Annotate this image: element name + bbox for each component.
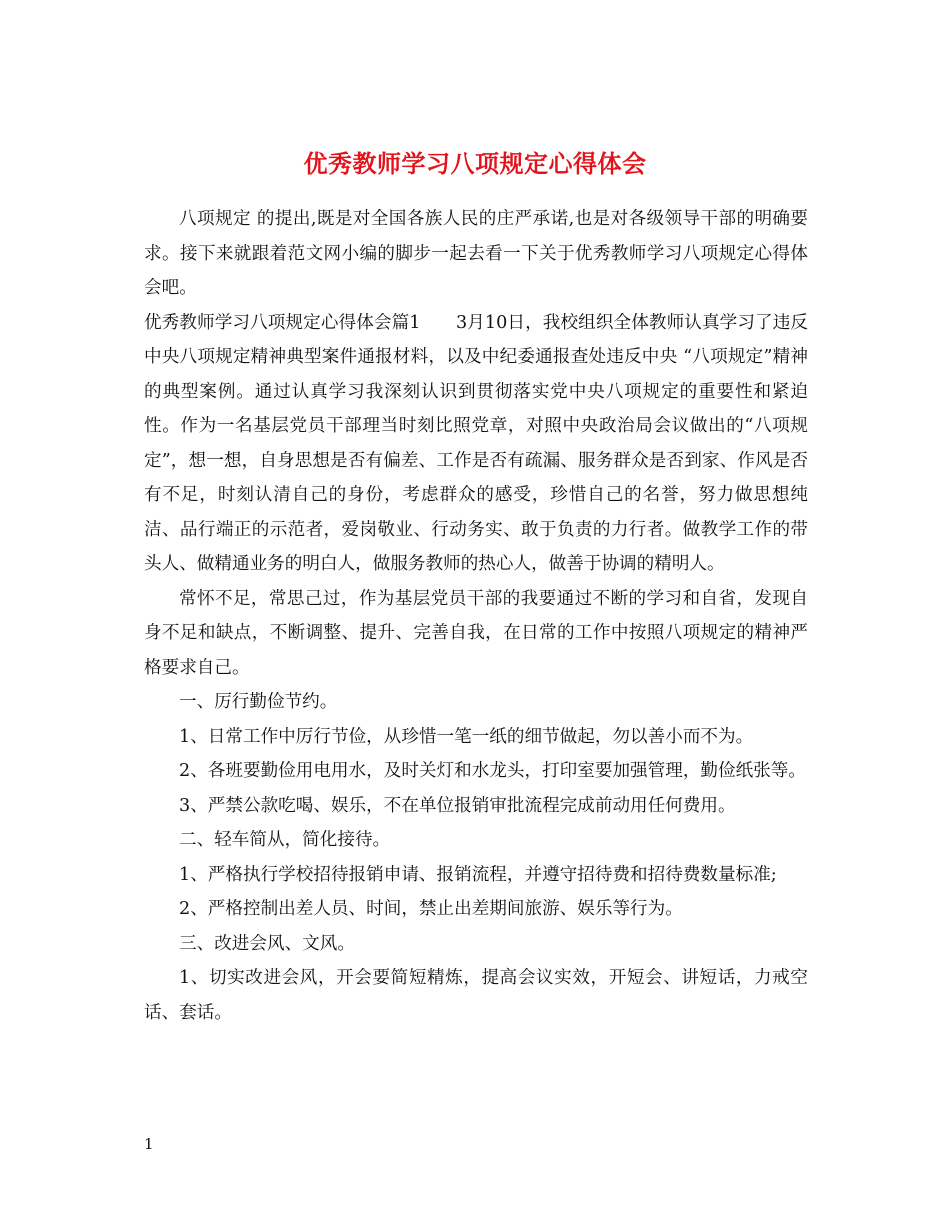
list-item: 3、严禁公款吃喝、娱乐，不在单位报销审批流程完成前动用任何费用。 bbox=[179, 795, 736, 816]
list-item: 1、日常工作中厉行节俭，从珍惜一笔一纸的细节做起，勿以善小而不为。 bbox=[179, 726, 754, 747]
list-item: 1、严格执行学校招待报销申请、报销流程，并遵守招待费和招待费数量标准; bbox=[179, 864, 777, 885]
document-body bbox=[144, 202, 808, 1030]
list-item: 1、切实改进会风，开会要简短精炼，提高会议实效，开短会、讲短话，力戒空话、套话。 bbox=[144, 968, 808, 1023]
paragraph-intro: 八项规定 的提出,既是对全国各族人民的庄严承诺,也是对各级领导干部的明确要求。接下来就跟着范文网小编的脚步一起去看一下关于优秀教师学习八项规定心得体会吧。 bbox=[144, 209, 808, 298]
paragraph-article-1: 优秀教师学习八项规定心得体会篇1 3月10日，我校组织全体教师认真学习了违反中央八项规定精神典型案件通报材料，以及中纪委通报查处违反中央 “八项规定”精神的典型案例。通过认真学习我深刻认识到贯彻落实党中央八项规定的重要性和紧迫性。作为一名基层党员干部理当时刻比照党章，对照中央政治局会议做出的“八项规定”，想一想，自身思想是否有偏差、工作是否有疏漏、服务群众是否到家、作风是否有不足，时刻认清自己的身份，考虑群众的感受，珍惜自己的名誉，努力做思想纯洁、品行端正的示范者，爱岗敬业、行动务实、敢于负责的力行者。做教学工作的带头人、做精通业务的明白人，做服务教师的热心人，做善于协调的精明人。 bbox=[144, 312, 808, 574]
section-heading-3: 三、改进会风、文风。 bbox=[179, 933, 355, 954]
list-item: 2、严格控制出差人员、时间，禁止出差期间旅游、娱乐等行为。 bbox=[179, 899, 683, 919]
section-heading-2: 二、轻车简从，简化接待。 bbox=[179, 830, 391, 850]
document-title: 优秀教师学习八项规定心得体会 bbox=[303, 149, 647, 179]
section-heading-1: 一、厉行勤俭节约。 bbox=[179, 692, 338, 712]
paragraph-reflection: 常怀不足，常思己过，作为基层党员干部的我要通过不断的学习和自省，发现自身不足和缺点，不断调整、提升、完善自我，在日常的工作中按照八项规定的精神严格要求自己。 bbox=[144, 588, 808, 678]
list-item: 2、各班要勤俭用电用水，及时关灯和水龙头，打印室要加强管理，勤俭纸张等。 bbox=[179, 761, 806, 781]
page-number: 1 bbox=[144, 1135, 154, 1153]
